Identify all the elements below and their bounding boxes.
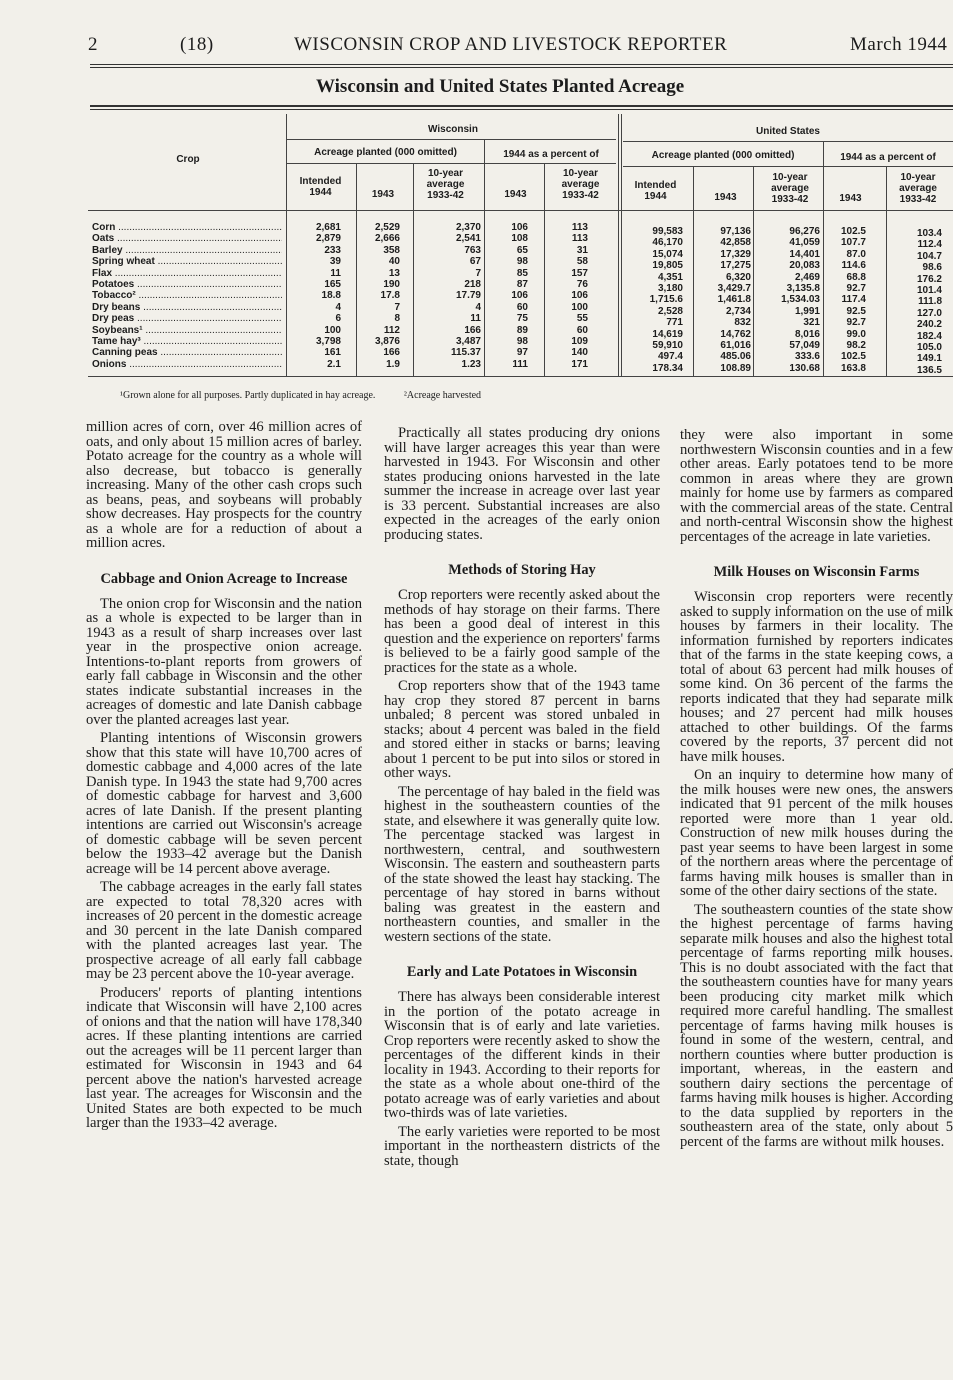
article-column-2 — [384, 426, 660, 1172]
table-cell: 113 — [571, 222, 588, 233]
us-1943-column — [693, 226, 751, 374]
wi-intended-column — [293, 222, 341, 370]
table-cell: 104.7 — [916, 250, 942, 262]
table-cell: 42,858 — [720, 237, 751, 249]
table-cell: 8,016 — [794, 328, 820, 340]
us-col-avg: 10-year average 1933-42 — [771, 172, 809, 205]
table-cell: 20,083 — [789, 260, 820, 272]
table-cell: 39 — [329, 256, 341, 268]
crop-name: Oats ..... — [92, 233, 282, 244]
table-cell: 2,469 — [794, 271, 820, 283]
table-cell: 96,276 — [789, 226, 820, 237]
running-header — [0, 34, 953, 60]
table-footnotes — [120, 390, 507, 401]
table-cell: 76 — [576, 279, 588, 291]
table-cell: 67 — [469, 256, 481, 268]
table-cell: 1.23 — [461, 358, 481, 370]
table-cell: 166 — [464, 324, 481, 336]
rule-line — [356, 163, 357, 376]
issue-date: March 1944 — [850, 34, 948, 55]
table-cell: 113 — [571, 233, 588, 245]
table-cell: 161 — [324, 347, 341, 359]
table-cell: 17.79 — [455, 290, 481, 302]
table-cell: 11 — [470, 313, 481, 325]
table-cell: 11 — [330, 267, 341, 279]
table-cell: 14,619 — [652, 328, 683, 340]
table-cell: 13 — [388, 267, 400, 279]
header-rule — [90, 64, 953, 65]
crop-name: Onions ..... — [92, 359, 282, 370]
table-cell: 2,879 — [315, 233, 341, 245]
table-cell: 1.9 — [386, 358, 400, 370]
table-cell: 233 — [324, 244, 341, 256]
table-cell: 149.1 — [916, 353, 942, 365]
table-cell: 105.0 — [916, 342, 942, 354]
table-cell: 2,541 — [455, 233, 481, 245]
us-acreage-header: Acreage planted (000 omitted) — [651, 150, 795, 161]
crop-name: Dry peas ..... — [92, 313, 282, 324]
table-cell: 8 — [394, 313, 400, 325]
table-cell: 57,049 — [789, 340, 820, 352]
publication-name: WISCONSIN CROP AND LIVESTOCK REPORTER — [294, 34, 728, 55]
table-cell: 87 — [516, 279, 528, 291]
table-cell: 3,487 — [455, 336, 481, 348]
table-cell: 333.6 — [794, 351, 820, 363]
us-percent-header: 1944 as a percent of — [840, 152, 936, 163]
table-cell: 321 — [803, 317, 820, 329]
table-cell: 97 — [516, 347, 528, 359]
rule-line — [484, 139, 485, 376]
table-cell: 6 — [335, 313, 341, 325]
wi-pct-1943-column — [493, 222, 528, 370]
table-cell: 6,320 — [725, 271, 751, 283]
crop-name: Barley ..... — [92, 245, 282, 256]
section-heading: Milk Houses on Wisconsin Farms — [713, 564, 920, 580]
wi-col-avg: 10-year average 1933-42 — [426, 168, 465, 201]
table-cell: 89 — [516, 324, 528, 336]
wi-col-1943: 1943 — [371, 189, 395, 200]
acreage-table — [88, 114, 953, 376]
table-cell: 19,805 — [652, 260, 683, 272]
table-cell: 111.8 — [918, 296, 942, 308]
wi-col-pct-avg: 10-year average 1933-42 — [561, 168, 600, 201]
header-rule-2 — [90, 67, 953, 68]
table-cell: 92.7 — [846, 283, 866, 295]
table-cell: 3,876 — [374, 336, 400, 348]
us-col-1943: 1943 — [714, 192, 737, 203]
section-heading: Cabbage and Onion Acreage to Increase — [100, 570, 348, 587]
crop-name: Tobacco² ..... — [92, 290, 282, 301]
article-column-3 — [680, 428, 953, 1153]
table-cell: 101.4 — [916, 285, 942, 297]
table-cell: 117.4 — [841, 294, 866, 306]
rule-line — [623, 166, 953, 167]
group-header-us: United States — [756, 126, 820, 137]
us-avg-column — [756, 226, 820, 374]
table-cell: 55 — [576, 313, 588, 325]
table-cell: 61,016 — [720, 340, 751, 352]
table-cell: 485.06 — [720, 351, 751, 363]
table-cell: 58 — [576, 256, 588, 268]
wi-pct-avg-column — [558, 222, 588, 370]
us-pct-1943-column — [828, 226, 866, 374]
crop-name: Canning peas ..... — [92, 347, 282, 358]
crop-name: Soybeans¹ ..... — [92, 325, 282, 336]
table-cell: 59,910 — [652, 340, 683, 352]
table-cell: 3,798 — [315, 336, 341, 348]
table-cell: 2,529 — [374, 222, 400, 233]
table-cell: 108 — [511, 233, 528, 245]
table-cell: 46,170 — [652, 237, 683, 249]
section-heading: Methods of Storing Hay — [448, 562, 596, 578]
table-cell: 127.0 — [916, 307, 942, 319]
table-cell: 98.6 — [922, 262, 942, 274]
table-cell: 60 — [576, 324, 588, 336]
wi-1943-column — [360, 222, 400, 370]
rule-line — [286, 114, 287, 376]
rule-line — [886, 166, 887, 376]
paragraph: they were also important in some northwestern Wisconsin counties and in a few other areas. Early potatoes tend to be more common in areas where they are grown mainly for home use by farmers as compared with the commercial areas of the state. Central and north-central Wisconsin show the highest percentages of the acreage in late varieties. — [680, 427, 953, 545]
paragraph: million acres of corn, over 46 million acres of oats, and only about 15 million acres of barley. Potato acreage for the country as a whole will also decrease, but tobacco is generally increasing. Many of the other cash crops such as beans, peas, and soybeans will probably show decreases. Hay prospects for the country as a whole are for a reduction of about a million acres. — [86, 419, 362, 551]
table-cell: 166 — [383, 347, 400, 359]
table-cell: 140 — [571, 347, 588, 359]
table-cell: 98.2 — [846, 340, 866, 352]
rule-line — [618, 114, 619, 376]
wi-col-pct-1943: 1943 — [504, 189, 527, 200]
table-cell: 176.2 — [916, 273, 942, 285]
crop-name: Dry beans ..... — [92, 302, 282, 313]
table-cell: 1,461.8 — [717, 294, 751, 306]
crop-name: Potatoes ..... — [92, 279, 282, 290]
table-cell: 112.4 — [917, 239, 942, 251]
crop-header: Crop — [176, 154, 200, 165]
paragraph: The southeastern counties of the state show the highest percentage of farms having separate milk houses and also the highest total percentage of farms reporting milk houses. This is no doubt associated with the fact that the southeastern counties have for many years been producing city market milk which required more careful handling. The smallest percentage of farms having milk houses is found in some of the western, central, and northern counties where butter production is important, whereas, in the eastern and southern dairy sections the percentage of farms having milk houses is higher. According to the data supplied by reporters in the southeastern area of the state, only about 5 percent of the farms are without milk houses. — [680, 901, 953, 1150]
table-cell: 190 — [383, 279, 400, 291]
table-cell: 106 — [511, 222, 528, 233]
rule-line — [621, 114, 622, 376]
table-cell: 2,666 — [374, 233, 400, 245]
table-cell: 157 — [571, 267, 588, 279]
paragraph: Producers' reports of planting intentions indicate that Wisconsin will have 2,100 acres of onions and that the nation will have 178,340 acres. If these planting intentions are carried out the acreages will be 11 percent larger than estimated for Wisconsin in 1943 and 64 percent above the nation's harvested acreage last year. The acreages for Wisconsin and the United States are both expected to be much larger than the 1933–42 average. — [86, 984, 362, 1131]
table-cell: 112 — [383, 324, 400, 336]
wi-acreage-header: Acreage planted (000 omitted) — [314, 147, 457, 158]
crop-list — [92, 222, 282, 370]
table-cell: 14,401 — [789, 248, 820, 260]
table-cell: 108.89 — [720, 362, 751, 374]
table-cell: 106 — [511, 290, 528, 302]
paragraph: Practically all states producing dry onions will have larger acreages this year than were harvested in 1943. For Wisconsin and other states producing onions harvested in the late summer the increase in acreage over last year is 33 percent. Substantial increases are also expected in the acreages of the early onion producing states. — [384, 425, 660, 543]
table-cell: 114.6 — [841, 260, 866, 272]
paragraph: Planting intentions of Wisconsin growers show that this state will have 10,700 acres of domestic cabbage and 4,000 acres of the late Danish type. In 1943 the state had 9,700 acres of domestic cabbage for harvest and 3,600 acres of late Danish. If the present planting intentions are carried out Wisconsin's acreage of domestic cabbage will be seven percent below the 1933–42 average but the Danish acreage will be 14 percent above average. — [86, 730, 362, 877]
table-cell: 1,715.6 — [649, 294, 683, 306]
table-cell: 41,059 — [789, 237, 820, 249]
footnote-2: ²Acreage harvested — [403, 390, 482, 401]
table-cell: 497.4 — [657, 351, 683, 363]
rule-line — [544, 163, 545, 376]
table-cell: 98 — [516, 336, 528, 348]
rule-line — [88, 376, 953, 377]
wi-col-intended: Intended 1944 — [299, 176, 342, 198]
table-cell: 3,135.8 — [786, 283, 820, 295]
table-cell: 92.7 — [846, 317, 866, 329]
table-cell: 111 — [512, 358, 528, 370]
page-number: 2 — [88, 34, 98, 55]
wi-avg-column — [423, 222, 481, 370]
table-cell: 75 — [516, 313, 528, 325]
paragraph: Crop reporters show that of the 1943 tame hay crop they stored 87 percent in barns unbaled; 8 percent was stored unbaled in stacks; about 4 percent was baled in the field and stored either in stacks or barns; leaving about 1 percent to be put into silos or stored in other ways. — [384, 678, 660, 781]
us-col-pct-avg: 10-year average 1933-42 — [899, 172, 937, 205]
table-cell: 4 — [475, 301, 481, 313]
table-cell: 17,329 — [720, 248, 751, 260]
us-col-pct-1943: 1943 — [839, 193, 862, 204]
table-cell: 102.5 — [840, 351, 866, 363]
crop-name: Tame hay³ ..... — [92, 336, 282, 347]
crop-name: Flax ..... — [92, 268, 282, 279]
table-cell: 18.8 — [321, 290, 341, 302]
table-cell: 171 — [571, 358, 588, 370]
table-cell: 97,136 — [720, 226, 751, 237]
table-cell: 358 — [383, 244, 400, 256]
table-cell: 100 — [571, 301, 588, 313]
table-cell: 218 — [464, 279, 481, 291]
table-title: Wisconsin and United States Planted Acreage — [316, 76, 685, 97]
table-cell: 7 — [475, 267, 481, 279]
table-cell: 17.8 — [380, 290, 400, 302]
table-cell: 99.0 — [846, 328, 866, 340]
crop-name: Corn ..... — [92, 222, 282, 233]
paragraph: Crop reporters were recently asked about the methods of hay storage on their farms. There has been a good deal of interest in this question and the experience on reporters' farms is believed to be a fairly good sample of the practices for the state as a whole. — [384, 587, 660, 676]
paragraph: The percentage of hay baled in the field was highest in the southeastern counties of the state, and elsewhere it was generally quite low. The percentage stacked was largest in northwestern, central, and southwestern Wisconsin. The eastern and southeastern parts of the state showed the least hay stacking. The percentage of hay stored in barns without baling was greatest in the eastern and northeastern counties, and smaller in the western sections of the state. — [384, 783, 660, 945]
footnote-1: ¹Grown alone for all purposes. Partly duplicated in hay acreage. — [120, 390, 376, 401]
us-col-intended: Intended 1944 — [634, 180, 677, 202]
table-cell: 87.0 — [846, 248, 866, 260]
section-heading: Early and Late Potatoes in Wisconsin — [406, 964, 638, 980]
table-cell: 1,534.03 — [781, 294, 820, 306]
rule-line — [823, 141, 824, 376]
table-cell: 240.2 — [916, 319, 942, 331]
paragraph: The cabbage acreages in the early fall states are expected to total 78,320 acres with increases of 20 percent in the domestic acreage and 30 percent in the late Danish compared with the planted acreages last year. The prospective acreage of all early fall cabbage may be 23 percent above the 10-year average. — [86, 879, 362, 982]
table-cell: 15,074 — [652, 248, 683, 260]
paragraph: On an inquiry to determine how many of the milk houses were new ones, the answers indicated that 91 percent of the milk houses reported were more than 1 year old. Construction of new milk houses during the past year seems to have been largest in some of the northern areas where the percentage of farms having milk houses is smaller than in some of the other dairy sections of the state. — [680, 767, 953, 899]
paragraph: Wisconsin crop reporters were recently asked to supply information on the use of milk houses by farmers in their locality. The information furnished by reporters indicates that of the farms in the state keeping cows, a total of about 63 percent had milk houses of some kind. On 36 percent of the farms the reports indicated that they had separate milk houses; and 27 percent had milk houses attached to other buildings. Of the farms covered by the reports, 37 percent did not have milk houses. — [680, 589, 953, 765]
table-cell: 60 — [516, 301, 528, 313]
table-top-rule-2 — [90, 109, 953, 110]
issue-number: (18) — [180, 34, 214, 55]
table-cell: 3,429.7 — [717, 283, 751, 295]
table-cell: 106 — [571, 290, 588, 302]
table-top-rule — [90, 105, 953, 107]
table-cell: 2,528 — [657, 305, 683, 317]
table-cell: 771 — [666, 317, 683, 329]
table-cell: 107.7 — [840, 237, 866, 249]
table-cell: 92.5 — [846, 305, 866, 317]
table-cell: 17,275 — [720, 260, 751, 272]
paragraph: The onion crop for Wisconsin and the nation as a whole is expected to be larger than in 1943 as a result of sharp increases over last year in the prospective onion acreage. Intentions-to-plant reports from growers of early fall cabbage in Wisconsin and the other states indicate substantial increases in the acreages of domestic and late Danish cabbage over the planted acreages last year. — [86, 595, 362, 728]
rule-line — [286, 139, 616, 140]
table-cell: 130.68 — [789, 362, 820, 374]
table-cell: 4 — [335, 301, 341, 313]
rule-line — [413, 163, 414, 376]
paragraph: The early varieties were reported to be most important in the northeastern districts of the state, though — [384, 1123, 660, 1169]
table-cell: 1,991 — [794, 305, 820, 317]
rule-line — [286, 163, 616, 164]
group-header-wisconsin: Wisconsin — [428, 124, 478, 135]
paragraph: There has always been considerable interest in the portion of the potato acreage in Wisconsin that is of early and late varieties. Crop reporters were recently asked to show the percentages of the different kinds in their locality in 1943. According to their reports for the state as a whole about one-third of the potato acreage was of early varieties and about two-thirds was of late varieties. — [384, 989, 660, 1121]
rule-line — [623, 141, 953, 142]
table-cell: 65 — [516, 244, 528, 256]
article-column-1 — [86, 420, 362, 1135]
table-cell: 40 — [388, 256, 400, 268]
table-cell: 4,351 — [657, 271, 683, 283]
table-cell: 2,370 — [455, 222, 481, 233]
table-cell: 31 — [576, 244, 588, 256]
table-cell: 165 — [324, 279, 341, 291]
table-cell: 14,762 — [720, 328, 751, 340]
table-cell: 109 — [571, 336, 588, 348]
table-cell: 163.8 — [840, 362, 866, 374]
table-cell: 7 — [394, 301, 400, 313]
table-cell: 2,734 — [725, 305, 751, 317]
table-cell: 763 — [464, 244, 481, 256]
table-cell: 2.1 — [327, 358, 341, 370]
table-cell: 182.4 — [916, 330, 942, 342]
table-cell: 2,681 — [315, 222, 341, 233]
table-cell: 136.5 — [916, 364, 942, 376]
table-cell: 3,180 — [657, 283, 683, 295]
table-cell: 99,583 — [652, 226, 683, 237]
table-cell: 832 — [734, 317, 751, 329]
crop-name: Spring wheat ..... — [92, 256, 282, 267]
table-cell: 85 — [516, 267, 528, 279]
table-cell: 98 — [516, 256, 528, 268]
table-cell: 115.37 — [450, 347, 481, 359]
table-cell: 68.8 — [846, 271, 866, 283]
wi-percent-header: 1944 as a percent of — [503, 149, 599, 160]
table-cell: 178.34 — [652, 362, 683, 374]
table-cell: 103.4 — [916, 228, 942, 239]
us-pct-avg-column — [898, 228, 942, 376]
rule-line — [753, 166, 754, 376]
table-cell: 102.5 — [840, 226, 866, 237]
table-cell: 100 — [324, 324, 341, 336]
us-intended-column — [623, 226, 683, 374]
